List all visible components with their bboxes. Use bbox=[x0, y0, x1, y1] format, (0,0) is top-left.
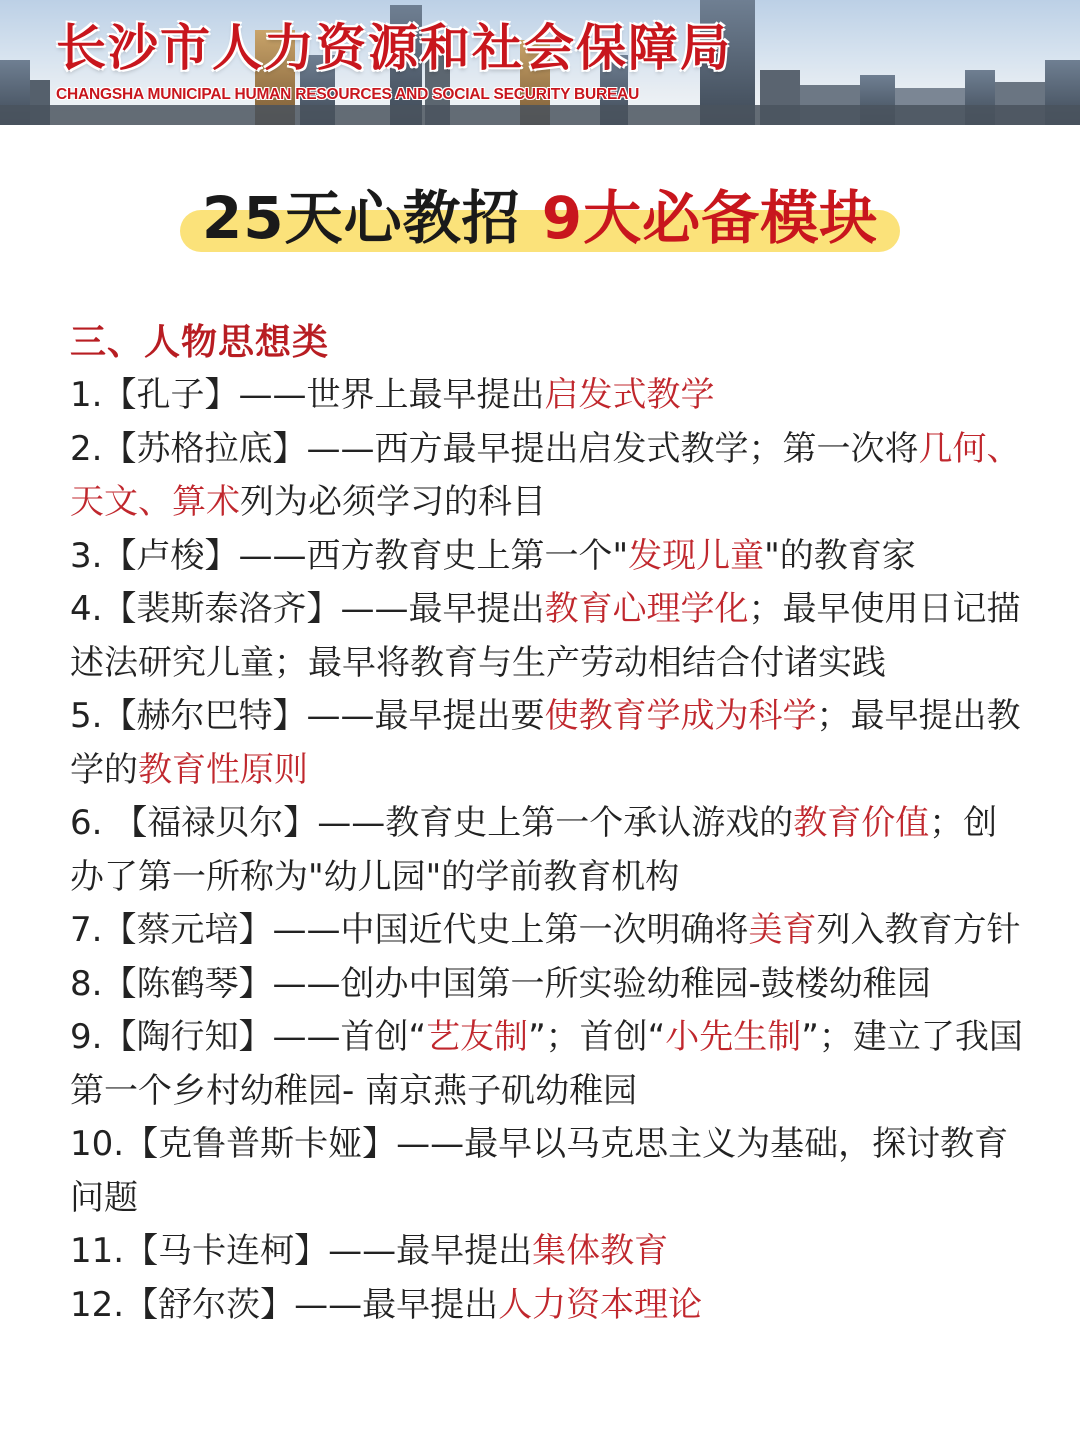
bureau-subtitle: CHANGSHA MUNICIPAL HUMAN RESOURCES AND SOCIAL SECURITY BUREAU bbox=[56, 86, 640, 103]
content-list bbox=[70, 369, 1025, 1332]
header-banner bbox=[0, 0, 1080, 125]
section-title: 三、人物思想类 bbox=[70, 322, 330, 363]
list-item: 4.【裴斯泰洛齐】——最早提出教育心理学化；最早使用日记描述法研究儿童；最早将教育与生产劳动相结合付诸实践 bbox=[70, 589, 1021, 683]
headline-container bbox=[0, 178, 1080, 258]
list-item: 10.【克鲁普斯卡娅】——最早以马克思主义为基础，探讨教育问题 bbox=[70, 1124, 1009, 1218]
list-item: 9.【陶行知】——首创“艺友制”；首创“小先生制”；建立了我国第一个乡村幼稚园- 南京燕子矶幼稚园 bbox=[70, 1017, 1023, 1111]
list-item: 11.【马卡连柯】——最早提出集体教育 bbox=[70, 1231, 669, 1271]
bureau-title: 长沙市人力资源和社会保障局 bbox=[56, 19, 732, 77]
list-item: 5.【赫尔巴特】——最早提出要使教育学成为科学；最早提出教学的教育性原则 bbox=[70, 696, 1021, 790]
list-item: 1.【孔子】——世界上最早提出启发式教学 bbox=[70, 375, 715, 415]
page-headline bbox=[202, 178, 878, 258]
list-item: 7.【蔡元培】——中国近代史上第一次明确将美育列入教育方针 bbox=[70, 910, 1021, 950]
list-item: 12.【舒尔茨】——最早提出人力资本理论 bbox=[70, 1284, 703, 1325]
list-item: 6. 【福禄贝尔】——教育史上第一个承认游戏的教育价值；创办了第一所称为"幼儿园"的学前教育机构 bbox=[70, 803, 998, 897]
list-item: 3.【卢梭】——西方教育史上第一个"发现儿童"的教育家 bbox=[70, 535, 916, 576]
headline-part-1: 25天心教招 bbox=[201, 184, 542, 252]
headline-part-2: 9大必备模块 bbox=[541, 184, 879, 252]
list-item: 8.【陈鹤琴】——创办中国第一所实验幼稚园-鼓楼幼稚园 bbox=[70, 963, 931, 1004]
list-item: 2.【苏格拉底】——西方最早提出启发式教学；第一次将几何、天文、算术列为必须学习的科目 bbox=[70, 428, 1021, 522]
